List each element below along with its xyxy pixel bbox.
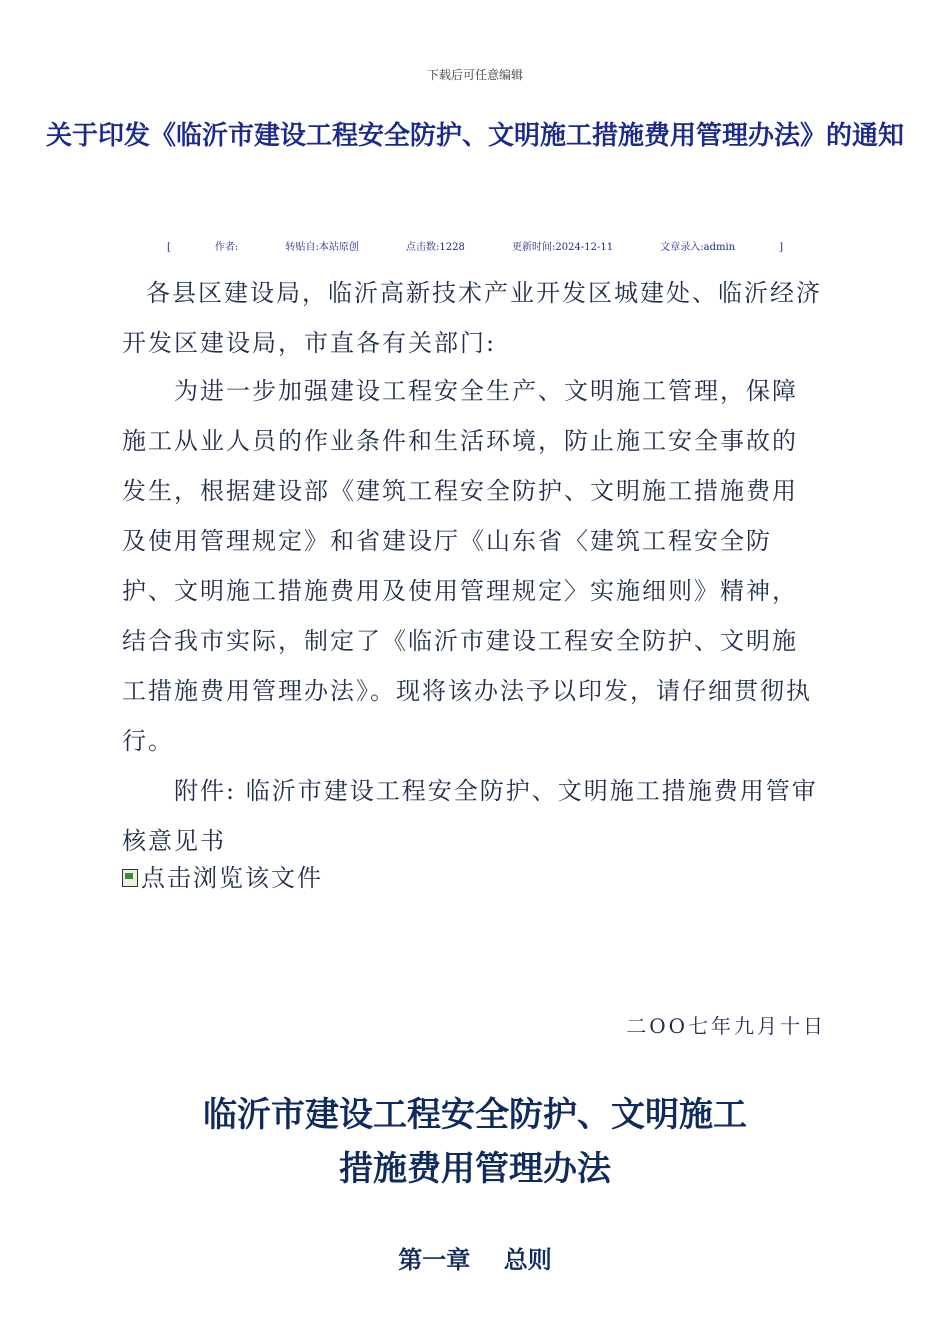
notice-title: 关于印发《临沂市建设工程安全防护、文明施工措施费用管理办法》的通知 (45, 121, 904, 151)
document-title (0, 1088, 950, 1196)
file-icon (122, 869, 138, 887)
meta-close-bracket: ] (779, 242, 784, 253)
issue-date: 二OO七年九月十日 (626, 1014, 826, 1038)
header-note: 下载后可任意编辑 (426, 68, 523, 82)
view-file-label: 点击浏览该文件 (141, 864, 323, 892)
meta-open-bracket: [ (166, 242, 171, 253)
meta-editor: 文章录入:admin (660, 242, 736, 253)
meta-source: 转贴自:本站原创 (285, 242, 359, 253)
addressee: 各县区建设局，临沂高新技术产业开发区城建处、临沂经济开发区建设局，市直各有关部门: (122, 279, 822, 357)
view-file-link[interactable] (122, 862, 323, 894)
meta-author: 作者: (214, 242, 239, 253)
meta-clicks: 点击数:1228 (406, 242, 465, 253)
chapter-heading: 第一章 总则 (398, 1245, 552, 1274)
document-title-line2: 措施费用管理办法 (339, 1149, 611, 1189)
document-title-line1: 临沂市建设工程安全防护、文明施工 (203, 1095, 747, 1135)
article-meta (0, 238, 950, 253)
meta-updated: 更新时间:2024-12-11 (512, 242, 614, 253)
body-paragraph: 为进一步加强建设工程安全生产、文明施工管理，保障施工从业人员的作业条件和生活环境，防止施工安全事故的发生，根据建设部《建筑工程安全防护、文明施工措施费用及使用管理规定》和省建设厅《山东省〈建筑工程安全防护、文明施工措施费用及使用管理规定〉实施细则》精神，结合我市实际，制定了《临沂市建设工程安全防护、文明施工措施费用管理办法》。现将该办法予以印发，请仔细贯彻执行。 (122, 377, 812, 755)
attachment-line: 附件: 临沂市建设工程安全防护、文明施工措施费用管审核意见书 (122, 777, 818, 855)
